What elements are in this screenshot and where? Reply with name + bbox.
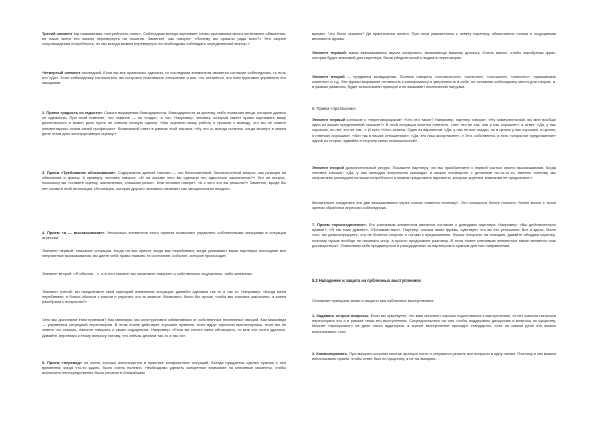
- paragraph-text: Основные принципы атаки и защиты при публичных выступлениях:: [312, 298, 435, 303]
- paragraph-text: — предметы возмущения. Полные говорить «согласиться», «конечно», «согласен», «понятно», «уважаемые клиенты» и т.д. Эти фразы выражают готовность к компромиссу и уверенность в себе, не оставляя собеседнику места для споров, и, в рамках развития, будет использован принцип и не вызывает исключений нагрузки.: [312, 74, 556, 90]
- paragraph: [312, 351, 556, 361]
- paragraph: [42, 360, 286, 376]
- paragraph: [42, 317, 286, 338]
- paragraph-lead: Элемент первый:: [312, 50, 347, 55]
- paragraph: [42, 271, 286, 276]
- paragraph-lead: Элемент первый: [312, 117, 345, 122]
- paragraph-text: Чего мы достигаем этим приемом? Как минимум, мы конструктивно избавляемся от собственных негативных эмоций. Как максимум — управляем ситуацией переговоров. В этом плане действует хорошее правило: если вдруг агрессия выплеснулась, если вы не знаете что сказать, начните говорить о своих ощущениях. Например: «Если вы хотите меня обговорить, то мне это почти удалось. Давайте, вернемся к этому вопросу потому, что сейчас делаем так-то и так-то».: [42, 317, 286, 338]
- paragraph: [312, 222, 556, 248]
- paragraph: [312, 200, 556, 210]
- paragraph: [42, 110, 286, 136]
- paragraph-text: При мощных колонах многие оратора хотят и стараются решить все вопросы в одну линию. Поэтому и мы можем использовать прием, чтобы ответ был по существу, а не на эмоциях...: [312, 351, 556, 362]
- paragraph-text: Смысл выражения благодарности, благодарности за критику, либо похвалил вещи, которые далеко не идеальны. При этом помните, что главное — не «надо», а «я». Например, человек, который имеет право оценивать вашу деятельность и может дать пусть не совсем полную оценку: «Мы оценили вашу работу и пришли к выводу, что вы не знаете элементарных основ своей профессии». Возможный ответ в рамках этой тактики: «Ну что ж, всегда полезно, когда эксперт в своем деле готов дать конструктивную оценку.»: [42, 110, 286, 136]
- paragraph-text: время». Что было сказано? Да практически ничего. При этом уважительно к ответу партнеру объясняется логика и ощущаемая весомость фразы.: [312, 31, 556, 42]
- paragraph-text: последний. Если вы все правильно сделали, то последним элементом является согласие собеседника, то есть его «Да». Если собеседнику согласиться, вы получите позитивное отношение и все, что останется, это конструктивно управлять его эмоциями.: [42, 70, 286, 86]
- paragraph-text: Содержание данной тактики — это беспочвенный, безличностный вопрос, как реакция на обвинения и факты. К примеру, человек говорит: «И на основе чего вы сделали это идиотское заключение?» Это не вопрос, поскольку вы «ставите оценку, заключению, слишком резко». Или человек говорит: «А с чего это вы решили?» Заметьте, вроде бы нет слова в этой интонации. Интонация, которая другого человека начинает как эмоционально входить.: [42, 170, 287, 191]
- paragraph: [42, 31, 286, 47]
- paragraph-text: согласие с «переговорщиком» «Что это такое? Например, партнер говорит: «Ну замечательный, вы мне вообще одно из ваших предложений сказали?» В этой ситуации хочется ответить, «нет, это не так, они у нас хорошие», а ответ: «Да, у нас хорошие, но нет, это не так...» И есть «Что»-ответы. Один из вариантов: «Да, у нас не все гладко, но в целом у нас хорошее, в целом, я отвечаю хорошим». «Вот так в наших отношениях». «Да, это наш ассортимент...» Это, собственно, и есть «открытое предложение» одной из сторон, вдвойне в сторону своих возможностей».: [312, 117, 557, 143]
- paragraph: [42, 230, 286, 240]
- paragraph-text: Если вы чувствуете, что ваш оппонент хорошо подготовился к выступлению, то нет смысла пытаться переспорить его и в рамках темы его выступления. Сосредоточьтесь на том, чтобы поддержать дискуссию и вопросы по существу. Многие «пропускают» на деле часть аудитории, а значит выступление проходит стандартно, хотя на самом деле это можно использовать «за».: [312, 313, 556, 334]
- paragraph: [312, 117, 556, 143]
- paragraph-text: дополнительный ресурс. Покажите партнеру, что вы приобретаете с первой частью своего высказывания. Когда человек слышит: «Да, у нас молодая энергичная команда» и можно поговорить с деталями по-то-то-то, именно поэтому мы оперативно реагируем на ваши потребности и можем предложить варианты, которые крупные компании не предлагают».: [312, 165, 556, 181]
- paragraph-text: он очень хорошо используется в практике конфликтных ситуаций. Всегда нуждается сделка нужная с тем временем, когда что-то ждать, было очень полезно. Необходимо уделить конкретное внимание на ключевые моменты, чтобы исключить непосредственно было решено в ближайшем: [42, 360, 286, 376]
- paragraph-lead: 3. Прием «Требование обоснования».: [42, 170, 117, 175]
- paragraph: [312, 298, 556, 303]
- paragraph-lead: 1. Задавать острые вопросы.: [312, 313, 370, 318]
- paragraph-lead: Элемент второй: [312, 74, 345, 79]
- paragraph: [312, 74, 556, 90]
- paragraph-text: Элемент первый: описание ситуации. Когда на вас кричат, когда вас перебивают, когда указывают ваши партнеры последние все неприятные высказывания, вы даете себе право назвать то состояние, событие, которое происходит.: [42, 248, 286, 259]
- paragraph: [42, 70, 286, 86]
- paragraph: [42, 170, 286, 191]
- paragraph-text: так называемая «потребность плюс». Собеседник всегда оценивает слово противника много негативнее обвинения, не наше всего его можно перевернуть на позитив. Заметьте, как говорит: «Почему вы пришли ради всех?» Это скорее сопровождения потребность, но мы всегда можем перевернуть на необходимо соблюдать определенный вектор.»: [42, 31, 286, 47]
- section-heading-text: 5.3 Нападение и защита на публичных выступлениях: [312, 278, 421, 283]
- paragraph-lead: 5. Прием «перевод»: [42, 360, 83, 365]
- paragraph-lead: 4. Прием «и — высказывание».: [42, 230, 106, 235]
- paragraph-text: ваши высказывания звучат конфликто, вызывающе вашему диалогу. Очень важно, чтобы атрибутика фраз, которая будет значимой для партнера, была убедительной и видна в переговорах.: [312, 50, 556, 61]
- paragraph-lead: Четвертый элемент: [42, 70, 81, 75]
- paragraph-text: Его ключевым элементом является согласие с доводами партнера. Например: «Вы действительно правы!», «Я так тоже думаю!», «Понимаю вас!». Партнер, слыша такие фразы, чувствует, что вы его услышали. Вот и здесь. Мало того, вы демонстрируете, что не боитесь спорить и готовы к предложению. Лучше получить на позицию, давайте обсудим партнер, поэтому лучше вообще не начинать спор, а просто продолжите разговор. В этом плане ключевым элементом также является «как договориться». Позволяем себе продвинуться в рассуждениях за партнером в нужном для нас направлении.: [312, 222, 556, 248]
- paragraph-text: Элемент третий: вы предлагаете свой сценарий изменения ситуации: давайте сделаем так то и так то. Например: «Когда меня перебивают, я боюсь сбиться с мысли и упустить что-то важное. Возможно, было бы лучше, чтобы мы сначала закончили, а затем разобрали с вопросом?»: [42, 289, 286, 305]
- paragraph: [312, 31, 556, 41]
- paragraph-text: Желательно соединить эти две высказывания через союзы «именно поэтому». Это слышится более логично, более метко с точки зрения обработки агрессии собеседника.: [312, 200, 556, 211]
- section-heading: [312, 106, 356, 111]
- paragraph-lead: 7. Прием «присоединение».: [312, 222, 368, 227]
- paragraph-lead: Третий элемент: [42, 31, 73, 36]
- paragraph: [42, 289, 286, 305]
- paragraph-text: Элемент второй: «Я обычно…», и в этот момент вы начинаете говорить о собственных ощущениях, либо желаниях.: [42, 271, 253, 276]
- paragraph: [312, 50, 556, 60]
- paragraph-lead: Элемент второй: [312, 165, 344, 170]
- paragraph-text: Несколько элементов этого приема позволяют управлять собственными эмоциями в ситуации агрессии.: [42, 230, 286, 241]
- paragraph: [42, 248, 286, 258]
- paragraph: [312, 165, 556, 181]
- paragraph: [312, 313, 556, 334]
- paragraph-lead: 2. Компилировать.: [312, 351, 349, 356]
- section-heading-text: 6. Прием «протеконис»: [312, 106, 357, 111]
- section-heading: [312, 278, 421, 283]
- paragraph-lead: 2. Прием «радость из гадости».: [42, 110, 104, 115]
